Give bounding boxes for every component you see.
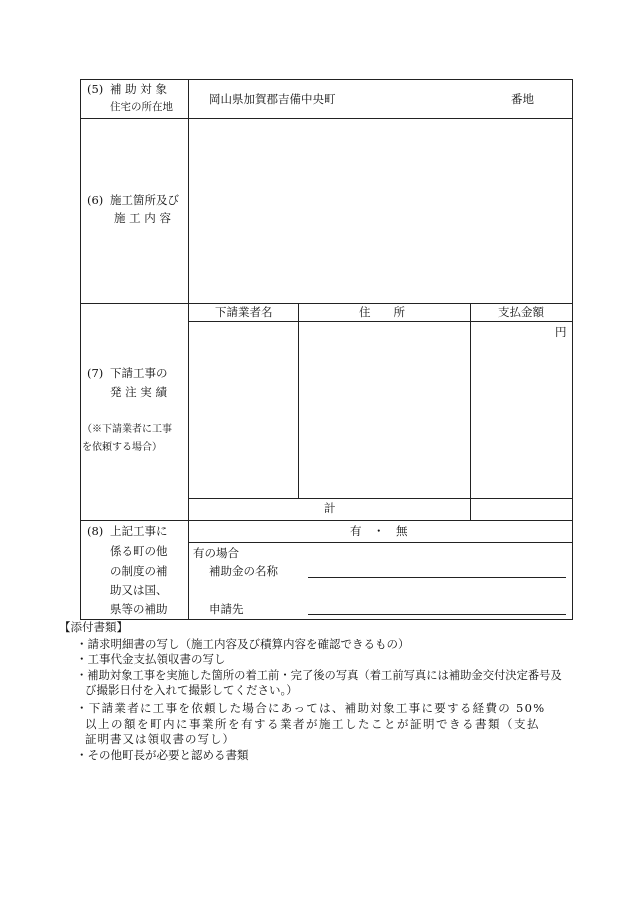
row8-label-line1: 上記工事に [110, 524, 168, 538]
table-border-right [572, 79, 573, 620]
application-to-field[interactable] [308, 597, 566, 614]
row6-sublabel: 施 工 内 容 [114, 211, 171, 225]
row8-label-line3: の制度の補 [110, 564, 168, 578]
row7-note-line1: （※下請業者に工事 [82, 424, 172, 435]
table-border-bottom [80, 619, 573, 620]
attachment-item-4-line2: 以上の額を町内に事業所を有する業者が施工したことが証明できる書類（支払 [85, 717, 540, 731]
row7-label: 下請工事の [110, 366, 168, 380]
row7-note-line2: を依頼する場合） [82, 442, 162, 453]
attachment-item-4-line1: ・下請業者に工事を依頼した場合にあっては、補助対象工事に要する経費の 50% [76, 701, 546, 715]
total-label: 計 [324, 501, 336, 515]
construction-details-field[interactable] [189, 119, 572, 303]
attachment-item-3-line2: び撮影日付を入れて撮影してください。） [85, 683, 298, 697]
row8-number: (8) [87, 524, 104, 538]
attachment-item-4-line3: 証明書又は領収書の写し） [85, 732, 235, 746]
table-border-left [80, 79, 81, 620]
attachments-heading: 【添付書類】 [59, 620, 128, 634]
row6-number: (6) [87, 193, 104, 207]
subcontractor-name-header: 下請業者名 [215, 305, 273, 319]
attachment-item-2: ・工事代金支払領収書の写し [76, 652, 226, 666]
total-amount-field[interactable] [471, 499, 572, 520]
subcontractor-name-field[interactable] [189, 322, 298, 498]
attachment-item-5: ・その他町長が必要と認める書類 [76, 748, 249, 762]
attachment-item-1: ・請求明細書の写し（施工内容及び積算内容を確認できるもの） [76, 637, 410, 651]
if-yes-label: 有の場合 [193, 546, 239, 560]
row8-label-line2: 係る町の他 [110, 544, 168, 558]
row7-sublabel: 発 注 実 績 [110, 385, 167, 399]
subsidy-name-field[interactable] [308, 560, 566, 577]
row5-label: 補 助 対 象 [110, 82, 167, 96]
banchi-label: 番地 [511, 92, 534, 106]
address-value: 岡山県加賀郡吉備中央町 [209, 92, 336, 106]
row6-label: 施工箇所及び [110, 193, 179, 207]
yes-no-choice[interactable]: 有 ・ 無 [350, 524, 408, 538]
row-divider-6-7 [80, 303, 573, 304]
subsidy-name-underline [308, 577, 566, 578]
yes-no-divider [188, 542, 573, 543]
row5-sublabel: 住宅の所在地 [110, 101, 173, 113]
subcontractor-address-field[interactable] [299, 322, 470, 498]
row8-label-line5: 県等の補助 [110, 602, 168, 616]
row-divider-7-8 [80, 520, 573, 521]
yen-unit: 円 [555, 325, 567, 339]
row5-number: (5) [87, 82, 104, 96]
payment-amount-header: 支払金額 [498, 305, 544, 319]
row7-number: (7) [87, 366, 104, 380]
payment-amount-field[interactable] [471, 340, 572, 498]
table-border-top [80, 79, 573, 80]
subsidy-name-label: 補助金の名称 [209, 564, 278, 578]
row8-label-line4: 助又は国、 [110, 583, 168, 597]
application-to-label: 申請先 [209, 602, 244, 616]
application-to-underline [308, 614, 566, 615]
subcontractor-address-header: 住 所 [359, 305, 405, 319]
attachment-item-3-line1: ・補助対象工事を実施した箇所の着工前・完了後の写真（着工前写真には補助金交付決定番号及 [76, 669, 562, 682]
